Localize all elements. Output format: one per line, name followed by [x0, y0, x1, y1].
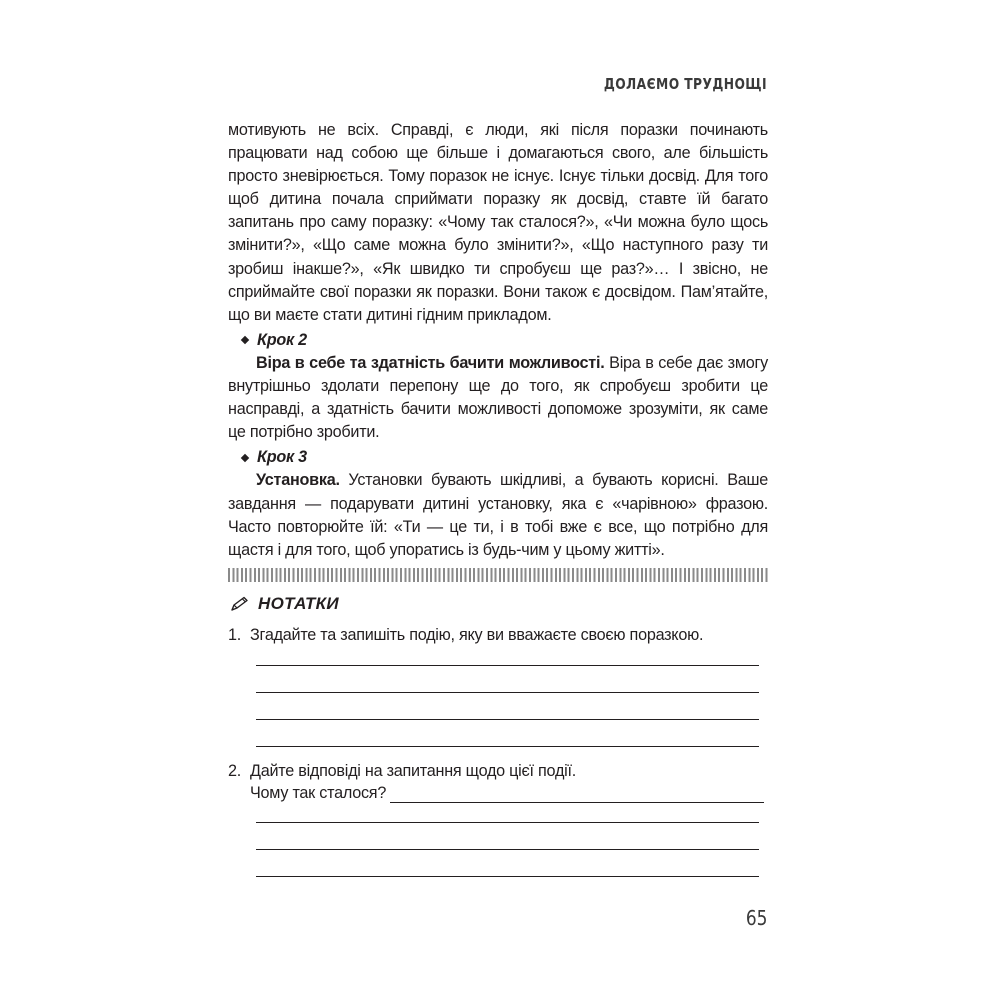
question-1-number: 1.: [228, 626, 242, 644]
paragraph-continuation: мотивують не всіх. Справді, є люди, які після поразки починають працювати над собою ще більше і домагаються свого, але більшість просто зневірюється. Тому поразок не існує. Існує тільки досвід. Для того щоб дитина почала сприймати поразку як досвід, ставте їй багато запитань про саму поразку: «Чому так сталося?», «Чи можна було щось змінити?», «Що саме можна було змінити?», «Що наступного разу ти зробиш інакше?», «Як швидко ти спробуєш ще раз?»… І звісно, не сприймайте свої поразки як поразки. Вони також є досвідом. Пам’ятайте, що ви маєте стати дитині гідним прикладом.: [228, 121, 768, 324]
step-2-paragraph: [228, 352, 768, 444]
diamond-bullet-icon: [241, 454, 249, 462]
dotted-separator: [228, 568, 768, 582]
body-text: [228, 119, 768, 562]
step-2-heading: [228, 329, 768, 352]
answer-line[interactable]: [256, 849, 759, 850]
answer-line[interactable]: [256, 719, 759, 720]
step-3-label: Крок 3: [257, 448, 307, 467]
question-2-text: Дайте відповіді на запитання щодо цієї події.: [250, 762, 576, 780]
page-number: 65: [745, 906, 767, 930]
answer-line[interactable]: [256, 876, 759, 877]
answer-line[interactable]: [256, 822, 759, 823]
pencil-icon: [230, 596, 250, 612]
step-3-text: Установки бувають шкідливі, а бувають корисні. Ваше завдання — подарувати дитині установку, яка є «чарівною» фразою. Часто повторюйте їй: «Ти — це ти, і в тобі вже є все, що потрібно для щастя і для того, щоб упоратись із будь-чим у цьому житті».: [228, 471, 768, 559]
step-2-lead: Віра в себе та здатність бачити можливості.: [256, 353, 605, 372]
step-3-paragraph: [228, 469, 768, 561]
question-2: [228, 762, 576, 781]
step-2-text: Віра в себе дає змогу внутрішньо здолати перепону ще до того, як спробуєш зробити це насправді, а здатність бачити можливості допоможе зрозуміти, як саме це потрібно зробити.: [228, 353, 768, 442]
notes-heading: [230, 594, 339, 614]
step-3-heading: [228, 446, 768, 469]
question-2-number: 2.: [228, 762, 242, 780]
answer-line[interactable]: [256, 692, 759, 693]
sub-question-text: Чому так сталося?: [250, 784, 387, 802]
step-3-lead: Установка.: [256, 471, 340, 490]
answer-line[interactable]: [256, 665, 759, 666]
step-2-label: Крок 2: [257, 330, 307, 349]
sub-question: [250, 784, 764, 803]
diamond-bullet-icon: [241, 336, 249, 344]
notes-title: НОТАТКИ: [258, 594, 339, 613]
answer-line[interactable]: [390, 787, 764, 803]
running-head: ДОЛАЄМО ТРУДНОЩІ: [603, 75, 767, 93]
question-1-text: Згадайте та запишіть подію, яку ви вважаєте своєю поразкою.: [250, 626, 704, 644]
question-1: [228, 626, 703, 645]
answer-line[interactable]: [256, 746, 759, 747]
